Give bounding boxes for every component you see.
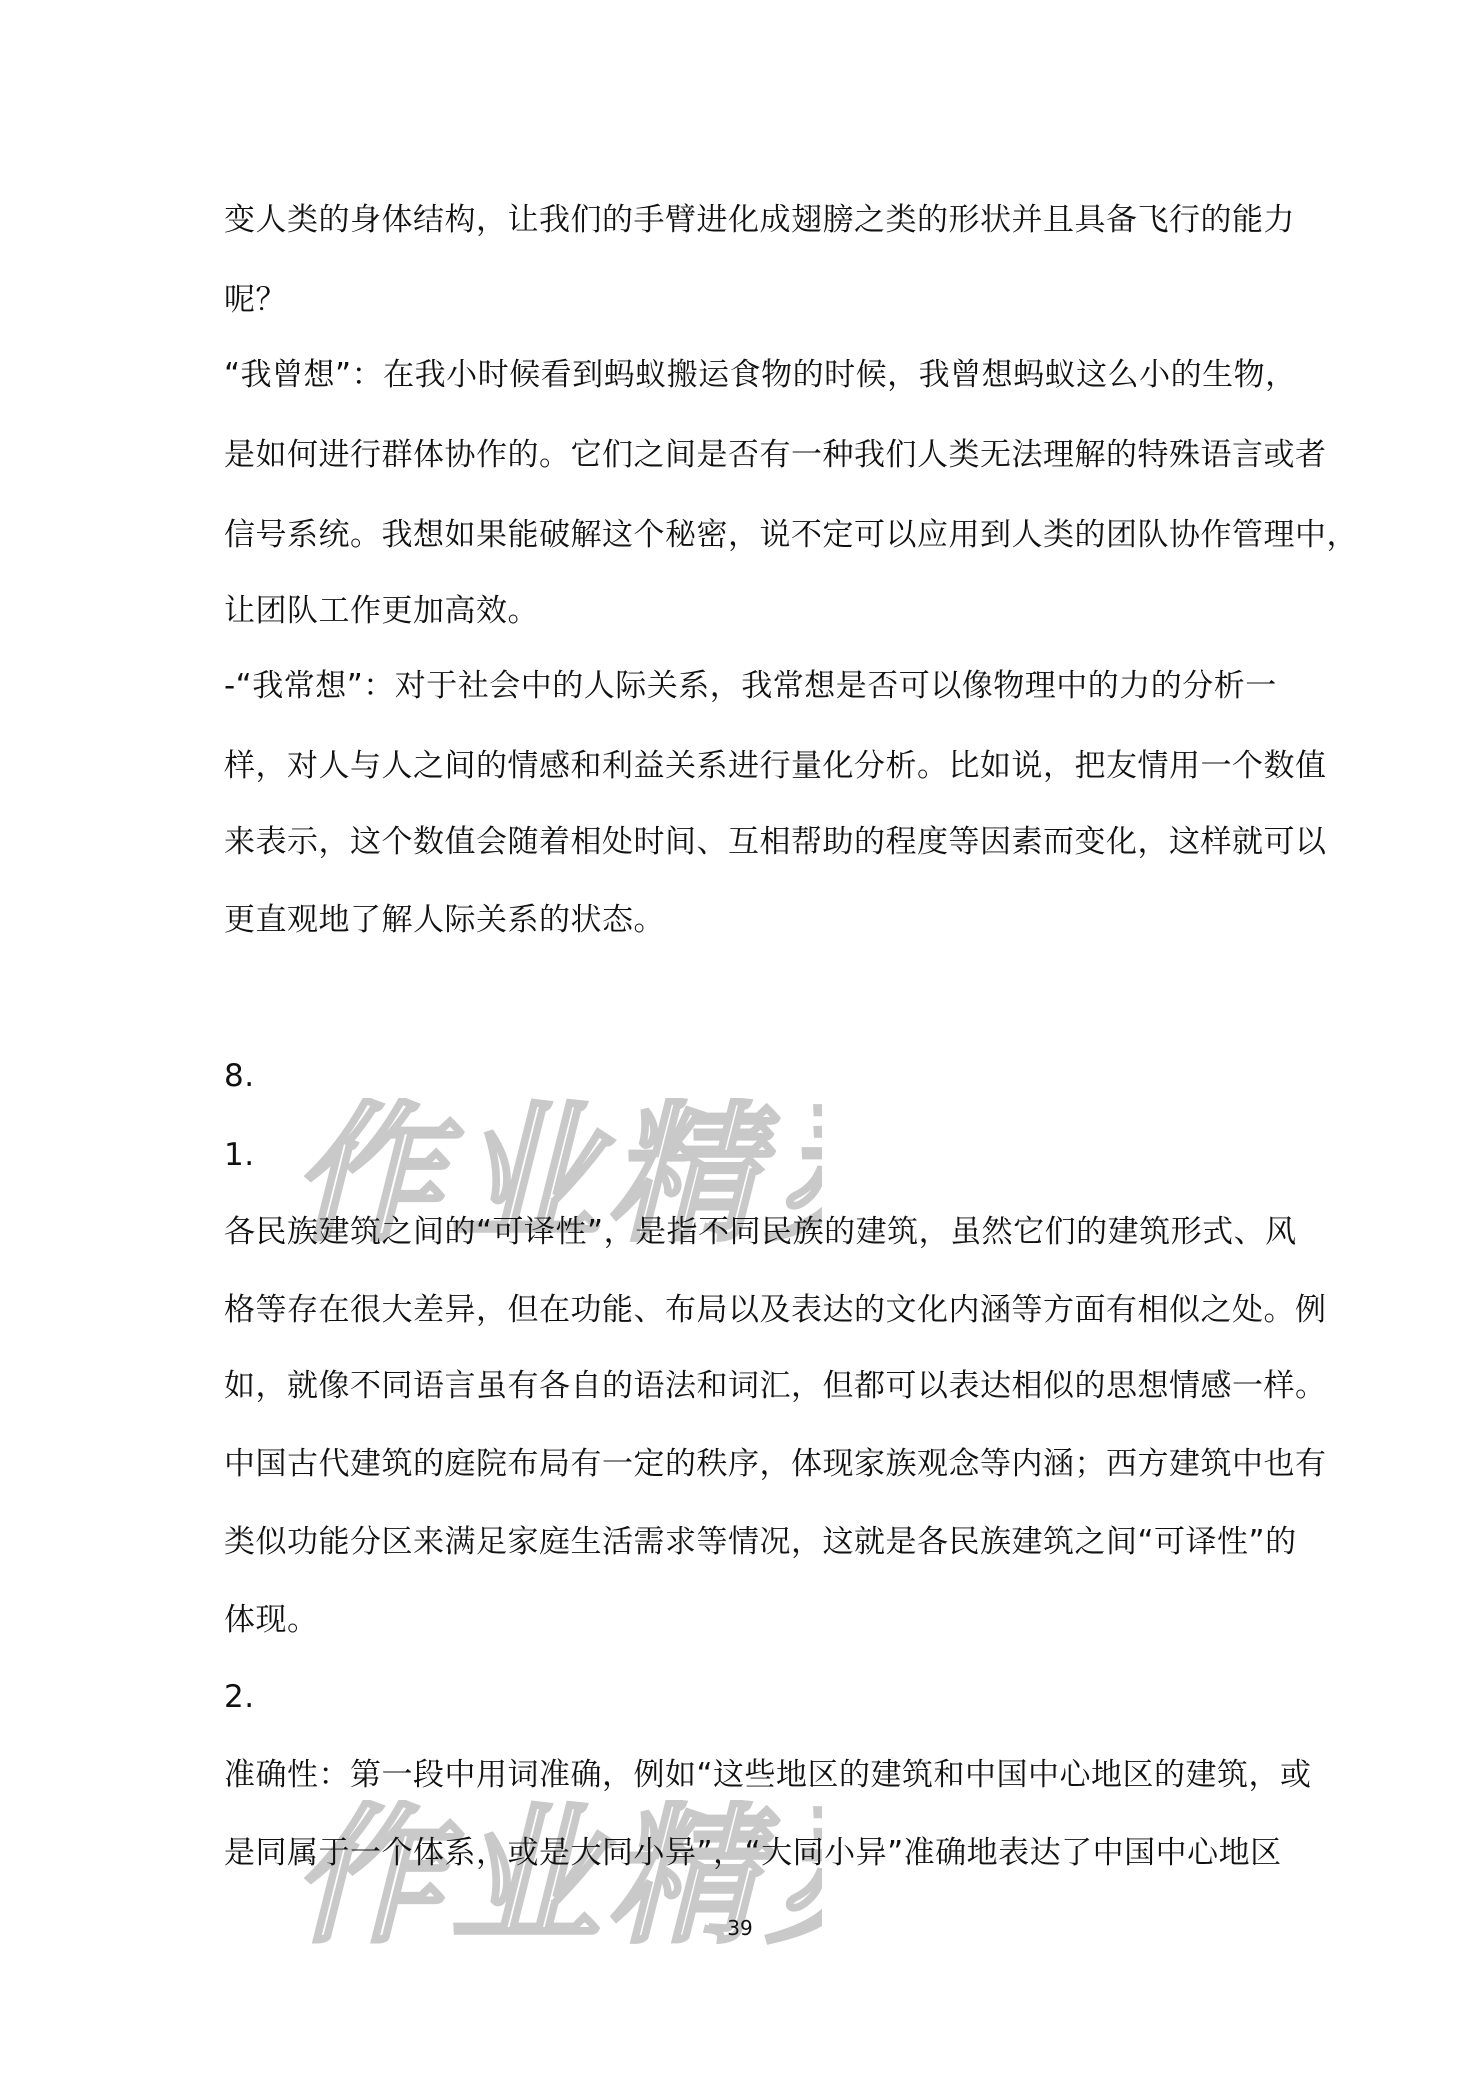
paragraph-line: 体现。 [224,1602,319,1638]
question-number: 2. [224,1679,255,1715]
watermark-text: 作业精 [292,1098,767,1248]
paragraph-line: 中国古代建筑的庭院布局有一定的秩序，体现家族观念等内涵；西方建筑中也有 [224,1446,1327,1482]
paragraph-line: 准确性：第一段中用词准确，例如“这些地区的建筑和中国中心地区的建筑，或 [224,1757,1312,1793]
paragraph-line: “我曾想”：在我小时候看到蚂蚁搬运食物的时候，我曾想蚂蚁这么小的生物， [224,357,1297,393]
paragraph-line: 信号系统。我想如果能破解这个秘密，说不定可以应用到人类的团队协作管理中， [224,517,1358,553]
paragraph-line: 来表示，这个数值会随着相处时间、互相帮助的程度等因素而变化，这样就可以 [224,824,1327,860]
watermark-text: 作业精 [292,1800,767,1950]
paragraph-line: 呢？ [224,282,287,318]
page-number: 39 [727,1916,753,1940]
paragraph-line: 是如何进行群体协作的。它们之间是否有一种我们人类无法理解的特殊语言或者 [224,437,1327,473]
paragraph-line: 是同属于一个体系，或是大同小异”，“大同小异”准确地表达了中国中心地区 [224,1835,1282,1871]
question-number: 1. [224,1137,255,1173]
paragraph-line: 如，就像不同语言虽有各自的语法和词汇，但都可以表达相似的思想情感一样。 [224,1368,1327,1404]
section-number: 8. [224,1058,255,1094]
paragraph-line: 让团队工作更加高效。 [224,593,539,629]
paragraph-line: 变人类的身体结构，让我们的手臂进化成翅膀之类的形状并且具备飞行的能力 [224,202,1295,238]
paragraph-line: 类似功能分区来满足家庭生活需求等情况，这就是各民族建筑之间“可译性”的 [224,1524,1297,1560]
paragraph-line: 各民族建筑之间的“可译性”，是指不同民族的建筑，虽然它们的建筑形式、风 [224,1214,1297,1250]
paragraph-line: 格等存在很大差异，但在功能、布局以及表达的文化内涵等方面有相似之处。例 [224,1292,1327,1328]
paragraph-line: -“我常想”：对于社会中的人际关系，我常想是否可以像物理中的力的分析一 [224,668,1277,704]
paragraph-line: 更直观地了解人际关系的状态。 [224,902,665,938]
paragraph-line: 样，对人与人之间的情感和利益关系进行量化分析。比如说，把友情用一个数值 [224,748,1327,784]
